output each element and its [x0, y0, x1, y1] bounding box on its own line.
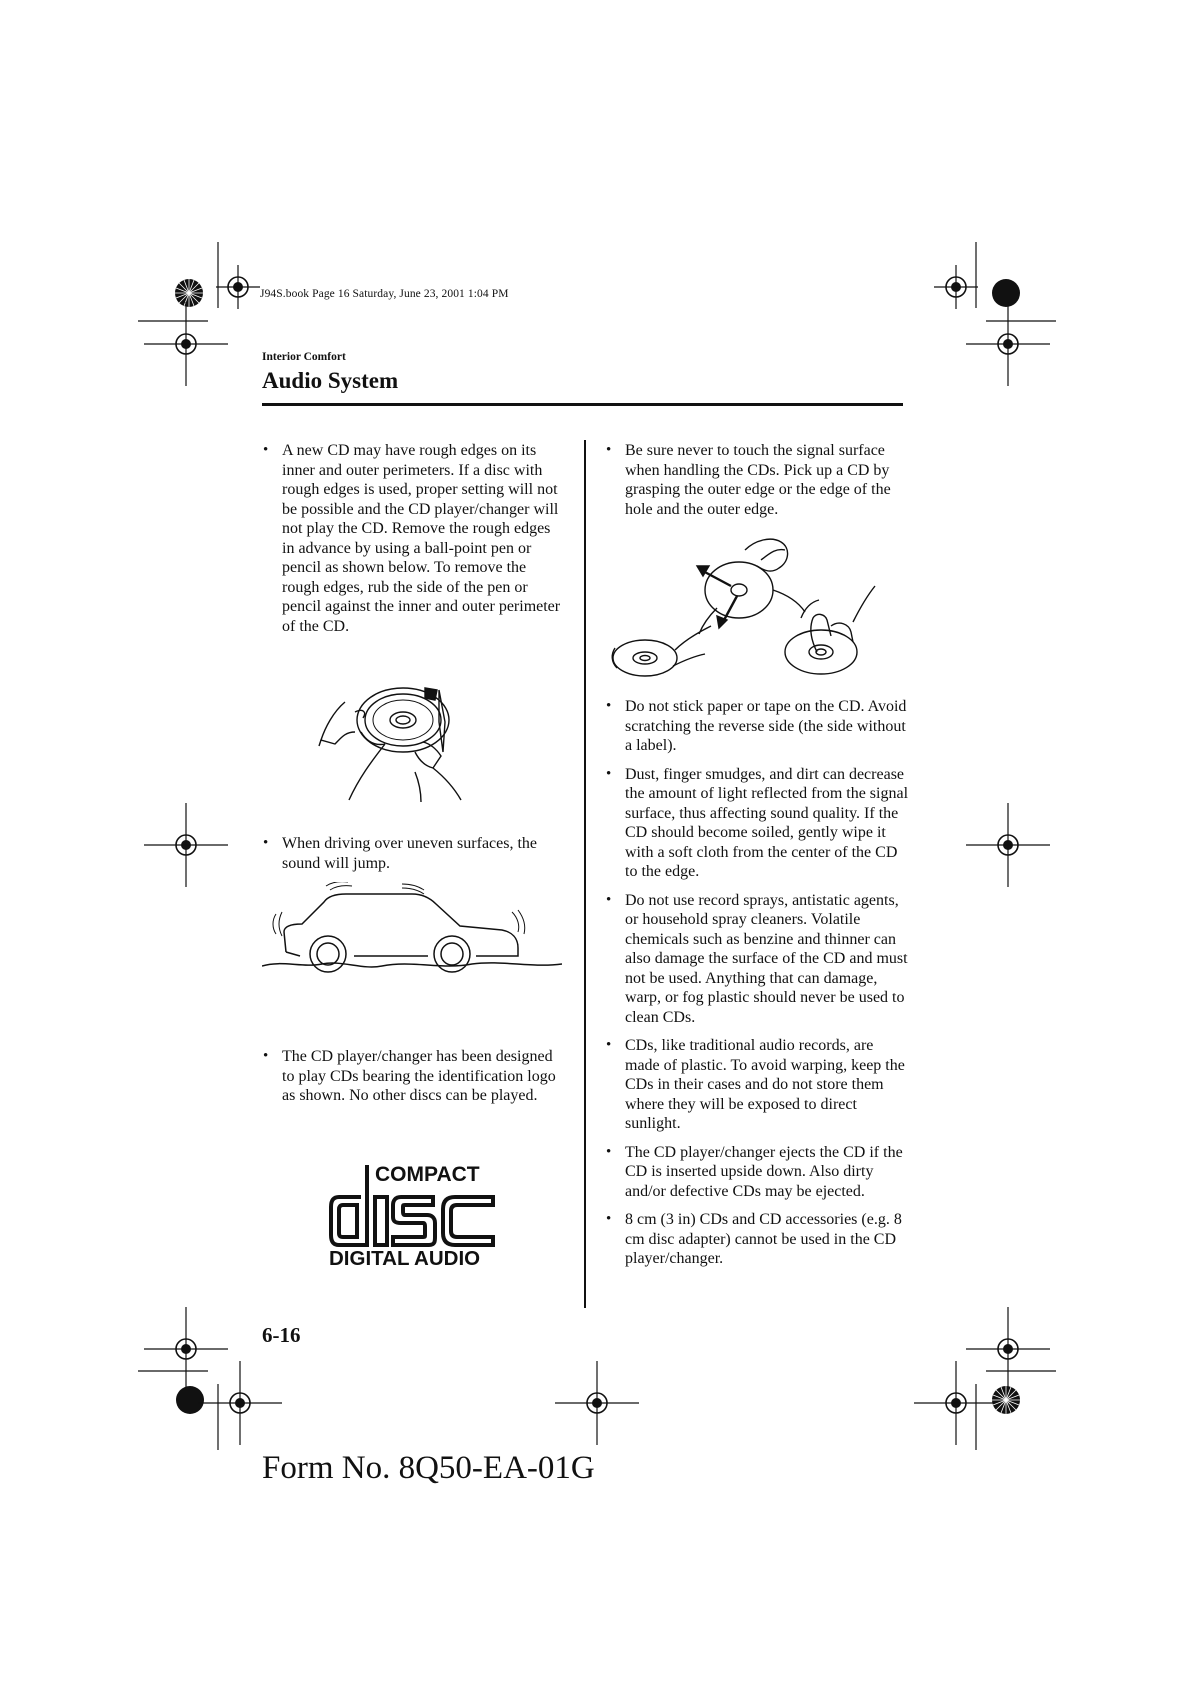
starburst-mark-top-left [175, 279, 203, 307]
page-title: Audio System [262, 368, 399, 393]
registration-mark-left-middle [144, 803, 228, 887]
section-label: Interior Comfort [262, 351, 346, 363]
left-bullet-list-2 [262, 834, 562, 873]
registration-mark-left-upper [144, 302, 228, 386]
registration-mark-top-left [216, 265, 260, 309]
left-bullet-list-1 [262, 441, 562, 636]
bullet-upside-down-eject: • The CD player/changer ejects the CD if the CD is inserted upside down. Also dirty and/or defective CDs may be ejected. [605, 1143, 910, 1202]
logo-disc-wordmark [0, 0, 1, 1]
bullet-signal-surface: • Be sure never to touch the signal surface when handling the CDs. Pick up a CD by grasping the outer edge or the edge of the hole and the outer edge. [605, 441, 910, 519]
starburst-mark-bottom-right [992, 1386, 1020, 1414]
logo-digital-audio-text: DIGITAL AUDIO [329, 1247, 481, 1267]
registration-mark-right-lower [966, 1307, 1050, 1391]
left-bullet-list-3 [262, 1047, 562, 1106]
compact-disc-digital-audio-logo [327, 1161, 499, 1267]
bullet-warping: • CDs, like traditional audio records, are made of plastic. To avoid warping, keep the CDs in their cases and do not store them where they will be exposed to direct sunlight. [605, 1036, 910, 1134]
bullet-no-paper-tape: • Do not stick paper or tape on the CD. Avoid scratching the reverse side (the side without a label). [605, 697, 910, 756]
logo-compact-text: COMPACT [375, 1163, 480, 1186]
car-bumpy-road-illustration [262, 882, 562, 982]
solid-circle-mark-top-right [992, 279, 1020, 307]
registration-mark-top-right [934, 265, 978, 309]
bullet-uneven-surfaces: • When driving over uneven surfaces, the sound will jump. [262, 834, 562, 873]
registration-mark-right-middle [966, 803, 1050, 887]
column-divider [584, 440, 586, 1308]
registration-mark-bottom-left [198, 1361, 282, 1445]
book-info-line: J94S.book Page 16 Saturday, June 23, 2001 1:04 PM [260, 288, 509, 300]
title-rule [262, 403, 903, 406]
bullet-logo-requirement: • The CD player/changer has been designed to play CDs bearing the identification logo as shown. No other discs can be played. [262, 1047, 562, 1106]
form-number: Form No. 8Q50-EA-01G [262, 1450, 595, 1486]
registration-mark-bottom-center [555, 1361, 639, 1445]
right-bullet-list-2 [605, 697, 910, 1269]
bullet-no-sprays: • Do not use record sprays, antistatic agents, or household spray cleaners. Volatile chemicals such as benzine and thinner can also damage the surface of the CD and must not be used. Anything that can damage, warp, or fog plastic should never be used to clean CDs. [605, 891, 910, 1028]
page-number: 6-16 [262, 1323, 301, 1347]
registration-mark-left-lower [144, 1307, 228, 1391]
right-bullet-list-1 [605, 441, 910, 519]
cd-handling-illustration [605, 530, 905, 685]
bullet-rough-edges: • A new CD may have rough edges on its inner and outer perimeters. If a disc with rough edges is used, proper setting will not be possible and the CD player/changer will not play the CD. Remove the rough edges in advance by using a ball-point pen or pencil as shown below. To remove the rough edges, rub the side of the pen or pencil against the inner and outer perimeter of the CD. [262, 441, 562, 636]
registration-mark-right-upper [966, 302, 1050, 386]
cd-rough-edge-illustration [315, 682, 515, 807]
registration-mark-bottom-right [914, 1361, 998, 1445]
solid-circle-mark-bottom-left [176, 1386, 204, 1414]
bullet-dust-smudges: • Dust, finger smudges, and dirt can decrease the amount of light reflected from the signal surface, thus affecting sound quality. If the CD should become soiled, gently wipe it with a soft cloth from the center of the CD to the edge. [605, 765, 910, 882]
bullet-8cm-discs: • 8 cm (3 in) CDs and CD accessories (e.g. 8 cm disc adapter) cannot be used in the CD player/changer. [605, 1210, 910, 1269]
